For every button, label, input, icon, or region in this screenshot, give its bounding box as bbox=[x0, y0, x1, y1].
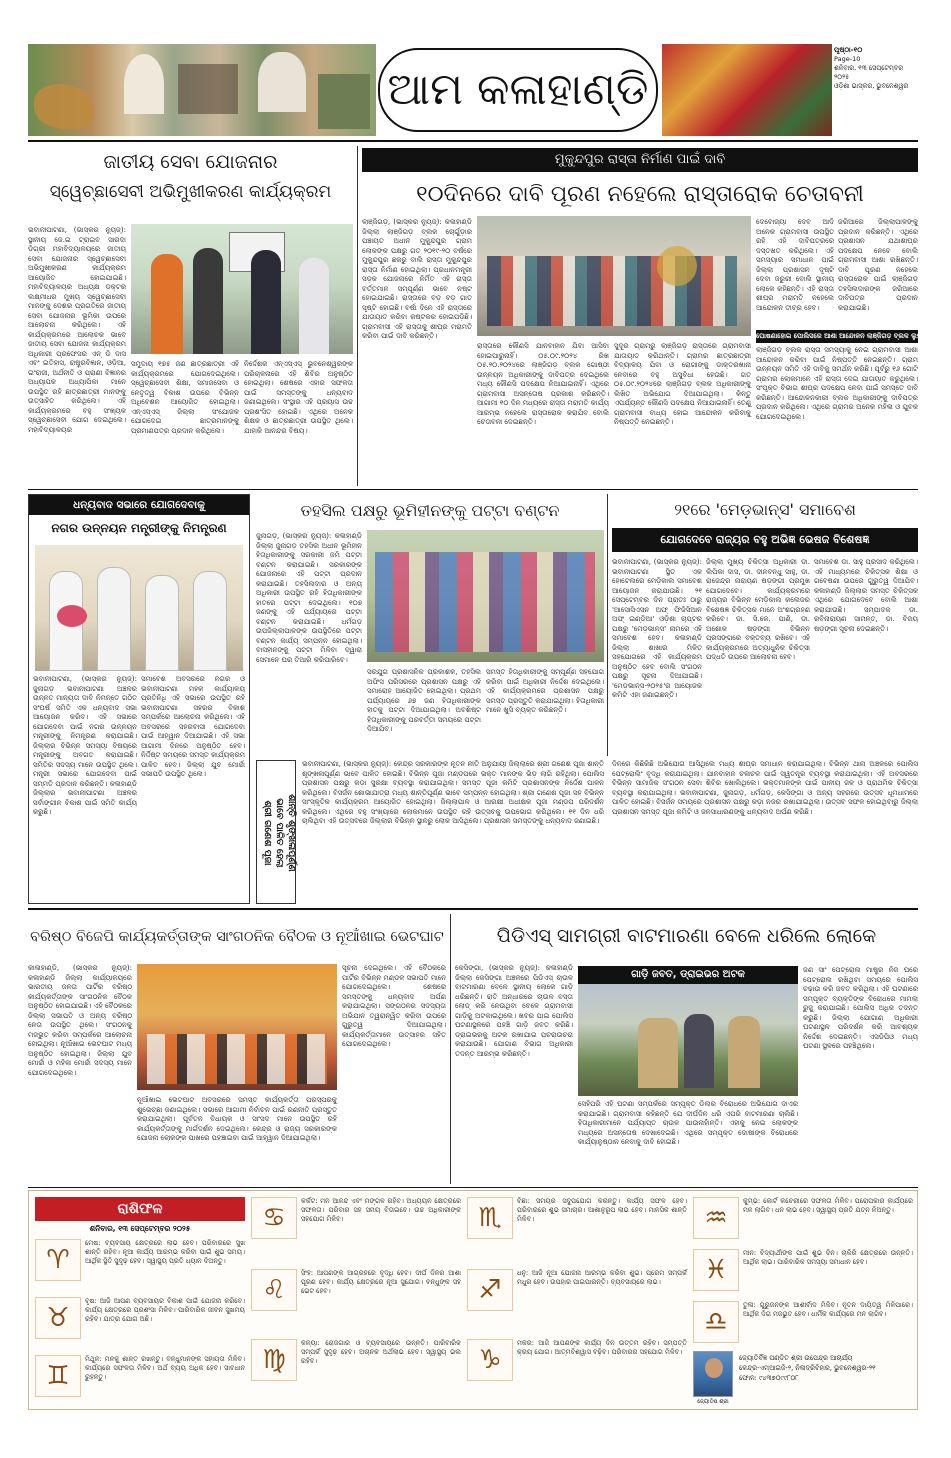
story-road-col5: ଜରିଆରେ ଜିଲ୍ଲାପାଳଙ୍କୁ ପ୍ରଦାନ କରିଛନ୍ତି। ଏଥିରେ ପ୍ରଶାସନ ଯଥାଶୀଘ୍ର ପଦକ୍ଷେପ ନେବେ ବୋଲି ଗ୍ରାମବାସୀ ଆଶା ରଖିଛନ୍ତି। ଦାବି ପୂରଣ ନହେଲେ ରାସ୍ତାରୋକ ପାଇଁ ଲାଞ୍ଜିଗଡ଼ ତହସିଲଦାରଙ୍କ ଜରିଆରେ ଦାବିପତ୍ର ପ୍ରଦାନ କରାଯାଇଛି। bbox=[838, 218, 918, 312]
zodiac-libra-icon: ♎ bbox=[693, 1301, 739, 1343]
ganesh-puja-line2: ଭାବେ ପାଳିତ ହେଲା bbox=[274, 798, 285, 868]
page-number-en: Page-10 bbox=[834, 55, 861, 63]
rashiphala-date: ଶନିବାର, ୧୩ ସେପ୍ଟେମ୍ବର ୨୦୨୫ bbox=[89, 1224, 191, 1233]
story-road bbox=[362, 146, 951, 486]
story-medvance bbox=[612, 494, 918, 756]
story-patta-headline: ତହସିଲ ପକ୍ଷରୁ ଭୂମିହୀନଙ୍କୁ ପଟ୍ଟା ବଣ୍ଟନ bbox=[300, 501, 560, 520]
rashi-aquarius-text: କୁମ୍ଭ: କୋର୍ଟ କଚେରୀରେ ସଫଳତା ମିଳିବ। ପରୋପକାର କାର୍ଯ୍ୟରେ ମନ ଲାଗିବ। ଧନ ଲାଭ ହେବ। ସ୍ୱାସ୍ଥ୍ୟ ପ୍ରତି ଯତ୍ନ ନିଅନ୍ତୁ। bbox=[743, 1197, 913, 1214]
story-ganesh-col1: ଭବାନୀପାଟଣା, (ଭାସ୍କର ନ୍ୟୁଜ୍): କେନ୍ଦ୍ର ସରକାରଙ୍କ ନୂତନ ନୀତି ଅନୁଯାୟୀ ଜିଲ୍ଲାରେ ଶ୍ରୀ ଗଣେଶ ପୂଜା ଶାନ୍ତି ଶୃଙ୍ଖଳାପୂର୍ଣ୍ଣ ଭାବେ ପାଳିତ ହୋଇଛି। ବିଭିନ୍ନ ପୂଜା ମଣ୍ଡପରେ ଭକ୍ତ ମାନଙ୍କ ଭିଡ଼ ଲାଗି ରହିଥିଲା। ପୋଲିସ ପ୍ରଶାସନ ପକ୍ଷରୁ କଡ଼ା ସୁରକ୍ଷା ବ୍ୟବସ୍ଥା କରାଯାଇଥିଲା। ସମସ୍ତ ପୂଜା କମିଟି ପ୍ରଶାସନଙ୍କ ନିର୍ଦ୍ଦେଶ ପାଳନ କରିଥିଲେ। ବିସର୍ଜନ ଶୋଭାଯାତ୍ରା ମଧ୍ୟ ଶାନ୍ତିପୂର୍ଣ୍ଣ ଭାବେ ସମ୍ପନ୍ନ ହୋଇଥିଲା। ଶ୍ରୀ ଗଣେଶ ପୂଜା ସହ ବିଭିନ୍ନ ସାଂସ୍କୃତିକ କାର୍ଯ୍ୟକ୍ରମ ଆୟୋଜିତ ହୋଇଥିଲା। ଜିଲ୍ଲାପାଳ ଓ ଆରକ୍ଷୀ ଅଧୀକ୍ଷକ ପୂଜା ମଣ୍ଡପ ପରିଦର୍ଶନ କରିଥିଲେ। ଏଥିରେ ବହୁ ସଂଖ୍ୟାରେ ଲୋକମାନେ ଉପସ୍ଥିତ ରହି ଉତ୍ସବକୁ ଉପଭୋଗ କରିଥିଲେ। ୧୧ ଦିନ ଧରି ଚାଲିଥିବା ଏହି ଉତ୍ସବରେ ଜିଲ୍ଲାର ବିଭିନ୍ନ ସ୍ଥାନରୁ ଲୋକ ଆସିଥିଲେ। ପ୍ରଶାସନ ସମସ୍ତଙ୍କୁ ଧନ୍ୟବାଦ ଜଣାଇଛି। bbox=[302, 760, 604, 825]
row-rule-2 bbox=[28, 908, 918, 910]
col-divider-2 bbox=[607, 494, 608, 756]
rashi-taurus-text: ବୃଷ: ଆଜି ଆପଣ ବ୍ୟବସାୟର ବିକାଶ ପାଇଁ ଯୋଜନା କରିବେ। କାର୍ଯ୍ୟ କ୍ଷେତ୍ରରେ ପ୍ରଶଂସା ମିଳିବ। ପାରିବାରିକ ଜୀବନ ସୁଖମୟ ରହିବ। ଯାତ୍ରା ଯୋଗ ଅଛି। bbox=[85, 1297, 245, 1323]
masthead-title: ଆମ କଳାହାଣ୍ଡି bbox=[387, 64, 649, 115]
zodiac-capricorn-icon: ♑ bbox=[467, 1339, 513, 1381]
astrologer-block bbox=[693, 1351, 913, 1407]
rashi-capricorn-text: ମକର: ଆଜି ଆପଣଙ୍କ କାର୍ଯ୍ୟ ଦିନ ଉତ୍ତମ ରହିବ। ସମ୍ପତ୍ତି କ୍ରୟ ଯୋଗ। ଆତ୍ମବିଶ୍ୱାସ ବଢ଼ିବ। ପରିବାରର ସହଯୋଗ ମିଳିବ। bbox=[517, 1339, 687, 1356]
page-number: ପୃଷ୍ଠା-୧୦ bbox=[834, 46, 863, 54]
story-pds-kicker: ଗାଡ଼ି ଜବତ, ଡ୍ରାଇଭର ଅଟକ bbox=[578, 966, 798, 984]
story-pds-col1: କେସିଙ୍ଗା, (ଭାସ୍କର ନ୍ୟୁଜ୍): କଳାହାଣ୍ଡି ଜିଲ୍ଲା କେସିଙ୍ଗା ଅଞ୍ଚଳରେ ପିଡିଏସ୍ ଚାଉଳ ବାଟମାରଣା ବେଳେ ସ୍ଥାନୀୟ ଲୋକେ ଗାଡ଼ି ଧରିଛନ୍ତି। ରାତି ଅନ୍ଧାରରେ ଚାଉଳ ବସ୍ତା ଲୋଡ୍ କରି ନେଉଥିବା ବେଳେ ଗ୍ରାମବାସୀ ଗାଡ଼ିକୁ ଅଟକାଇଥିଲେ। ଖବର ପାଇ ପୋଲିସ ଘଟଣାସ୍ଥଳରେ ପହଞ୍ଚି ଗାଡ଼ି ଜବତ କରିଛି। ଡ୍ରାଇଭରକୁ ଅଟକ ରଖାଯାଇ ପଚରାଉଚରା କରାଯାଉଛି। ଯୋଗାଣ ବିଭାଗ ଅଧିକାରୀ ତଦନ୍ତ ଆରମ୍ଭ କରିଛନ୍ତି। bbox=[455, 964, 573, 1058]
story-nss bbox=[28, 146, 353, 486]
story-pds bbox=[455, 914, 918, 1184]
zodiac-pisces-icon: ♓ bbox=[693, 1249, 739, 1291]
rashiphala-section bbox=[28, 1190, 918, 1410]
story-pds-headline: ପିଡିଏସ୍ ସାମଗ୍ରୀ ବାଟମାରଣା ବେଳେ ଧରିଲେ ଲୋକେ bbox=[496, 925, 877, 947]
story-nss-col3: ନିର୍ଦ୍ଦେଶକ ଏନ୍ଏସ୍ଏସ୍ ଭୁବନେଶ୍ୱରଙ୍କ ପରିଚାଳନାରେ ଏହି ଶିବିର ଅନୁଷ୍ଠିତ ହୋଇଥିଲା। ଶେଷରେ ଏହାର ସଫଳତା ପାଇଁ ସମସ୍ତଙ୍କୁ ଧନ୍ୟବାଦ ଜଣାଇଥିଲେ। ସଂସ୍ଥାର ଏହି ପ୍ରୟାସ ଉଚ୍ଚ ପ୍ରଶଂସିତ ହୋଇଛି। ଏଥିରେ ଅନେକ ଶିକ୍ଷକ ଓ ଛାତ୍ରଛାତ୍ରୀ ଉପସ୍ଥିତ ଥିଲେ। ଯାହାକି ଆନନ୍ଦର ବିଷୟ। bbox=[244, 360, 353, 435]
zodiac-scorpio-icon: ♏ bbox=[467, 1197, 513, 1239]
story-patta-photo bbox=[367, 530, 604, 662]
story-bjp-col3: ସୂଚନା ଦେଇଥିଲେ। ଏହି ବୈଠକରେ ପାର୍ଟିର ବିଭିନ୍ନ ମଣ୍ଡଳ ସଭାପତି ମାନେ ଯୋଗଦେଇଥିଲେ। ଶେଷରେ ସମସ୍ତଙ୍କୁ ଧନ୍ୟବାଦ ଅର୍ପଣ କରାଯାଇଥିଲା। ସଙ୍ଗଠନର ସଦସ୍ୟତା ଅଭିଯାନ ତ୍ୱରାନ୍ୱିତ କରିବା ଉପରେ ଗୁରୁତ୍ୱ ଦିଆଯାଇଥିଲା। କାର୍ଯ୍ୟକର୍ତ୍ତାମାନେ ଉତ୍ସାହର ସହିତ ଯୋଗଦେଇଥିଲେ। bbox=[342, 964, 446, 1048]
rashi-pisces-text: ମୀନ: ବିଦ୍ୟାର୍ଥୀଙ୍କ ପାଇଁ ଶୁଭ ଦିନ। ଚାକିରି କ୍ଷେତ୍ରରେ ଉନ୍ନତି। ଆର୍ଥିକ ଲାଭ। ପାରିବାରିକ ସମସ୍ୟା ସମାଧାନ ହେବ। bbox=[743, 1249, 913, 1266]
row-rule-1 bbox=[28, 489, 918, 490]
story-nss-title-line2: ସ୍ୱେଚ୍ଛାସେବୀ ଅଭିମୁଖୀକରଣ କାର୍ଯ୍ୟକ୍ରମ bbox=[49, 182, 332, 202]
story-meeting-title-line1: ଧନ୍ୟବାଦ ସଭାରେ ଯୋଗଦେବାକୁ bbox=[29, 495, 249, 515]
rashiphala-title-box bbox=[35, 1197, 245, 1235]
masthead-title-box bbox=[378, 48, 658, 132]
story-pds-col2: ସେହିପରି ଏହି ଘଟଣା ସମ୍ପର୍କରେ ସମ୍ପୃକ୍ତ ଡିଲର ବିରୋଧରେ ଅଭିଯୋଗ ଦାଏର କରାଯାଇଛି। ଗ୍ରାମବାସୀ କହିଛନ୍ତି ଯେ ଦୀର୍ଘଦିନ ଧରି ଏପରି ବାଟମାରଣା ଚାଲିଛି। ହିତାଧିକାରୀମାନେ ପର୍ଯ୍ୟାପ୍ତ ଚାଉଳ ପାଉନାହାଁନ୍ତି। ଏହାକୁ ନେଇ ଲୋକଙ୍କ ମଧ୍ୟରେ ଅସନ୍ତୋଷ ଦେଖାଦେଇଛି। ଏଥିରେ ସମ୍ପୃକ୍ତ ଦୋଷୀଙ୍କ ବିରୋଧରେ କାର୍ଯ୍ୟାନୁଷ୍ଠାନ ନେବାକୁ ଦାବି ହୋଇଛି। bbox=[578, 1100, 798, 1146]
story-medvance-col1-visible: ଭବାନୀପାଟଣା, (ଭାସ୍କର ନ୍ୟୁଜ୍): ଭବାନୀପାଟଣା ସ୍ଥିତ ଏକ ହୋଟେଲରେ ମେଡ଼ିକାଲ ସମାବେଶ ଆୟୋଜନ କରାଯାଉଛି। ୨୧ ସେପ୍ଟେମ୍ବର ଦିନ ପ୍ରାତଃ ଠାରୁ 'ଆସୋସିଏସନ ଅଫ୍ ଫିଜିସିଆନ ଅଫ୍ ଇଣ୍ଡିଆ' ଓଡ଼ିଶା ଚାପ୍ଟର ପକ୍ଷରୁ 'ମେଡ଼ଭାନ୍ସ' ନାମରେ ଏହି ସମାବେଶ ହେବ। କଳାହାଣ୍ଡି ଜିଲ୍ଲା ଶାଖାର ମିଳିତ ସହଯୋଗରେ ଏହି କାର୍ଯ୍ୟକ୍ରମ ଅନୁଷ୍ଠିତ ହେବ ବୋଲି ସଂଗଠନ ପକ୍ଷରୁ ସୂଚନା ଦିଆଯାଇଛି। 'ମେଡ଼ଭାନ୍ସ-୨୦୨୫'ର ଆୟୋଜକ କମିଟି ଏହା ଜଣାଇଛନ୍ତି। bbox=[612, 558, 702, 699]
zodiac-aries-icon: ♈ bbox=[35, 1239, 81, 1281]
story-bjp bbox=[28, 914, 446, 1184]
rashi-sagittarius-text: ଧନୁ: ଆଜି ନୂଆ ଯୋଜନା ଆରମ୍ଭ କରିବା ଶୁଭ। ପ୍ରେମ ସମ୍ପର୍କ ମଧୁର ହେବ। ଉପହାର ପାଇପାରନ୍ତି। ବ୍ୟବସାୟରେ ଲାଭ। bbox=[517, 1269, 687, 1286]
story-bjp-col1: କାଳାହାଣ୍ଡି, (ଭାସ୍କର ନ୍ୟୁଜ୍): କଳାହାଣ୍ଡି ଜିଲ୍ଲା କାର୍ଯ୍ୟାଳୟରେ ଭାରତୀୟ ଜନତା ପାର୍ଟିର ବରିଷ୍ଠ କାର୍ଯ୍ୟକର୍ତ୍ତାଙ୍କ ସାଂଗଠନିକ ବୈଠକ ଅନୁଷ୍ଠିତ ହୋଇଯାଇଛି। ଏହି ବୈଠକରେ ଜିଲ୍ଲା ସଭାପତି ଓ ଅନ୍ୟ ବରିଷ୍ଠ ନେତା ଉପସ୍ଥିତ ଥିଲେ। ସଂଗଠନକୁ ମଜଭୁତ କରିବା ସମ୍ପର୍କରେ ଆଲୋଚନା ହୋଇଥିଲା। ନୂଆଁଖାଇ ଭେଟଘାଟ ମଧ୍ୟ ଅନୁଷ୍ଠିତ ହୋଇଥିଲା। ଜିଲ୍ଲା ଯୁବ ମୋର୍ଚ୍ଚା ଓ ମହିଳା ମୋର୍ଚ୍ଚା ସଦସ୍ୟ ମାନେ ଯୋଗଦେଇଥିଲେ। bbox=[28, 964, 132, 1077]
masthead-photo-collage-left bbox=[28, 44, 376, 136]
zodiac-aquarius-icon: ♒ bbox=[693, 1197, 739, 1239]
edition-city: ଓଡ଼ିଶା ଭାସ୍କର, ଭୁବନେଶ୍ୱର bbox=[834, 82, 909, 90]
zodiac-leo-icon: ♌ bbox=[251, 1269, 297, 1311]
rashi-cancer-text: କର୍କଟ: ମନ ଆନନ୍ଦ ଏବଂ ମଙ୍ଗଳ ରହିବ। ଅଧ୍ୟୟନ କ୍ଷେତ୍ରରେ ସଫଳତା। ପରିବାର ସହ ସମୟ ବିତାଇବେ। ଉଚ୍ଚ ଅଧିକାରୀଙ୍କ ସହଯୋଗ ମିଳିବ। bbox=[301, 1197, 461, 1223]
astrologer-photo bbox=[693, 1351, 733, 1397]
zodiac-virgo-icon: ♍ bbox=[251, 1339, 297, 1381]
zodiac-gemini-icon: ♊ bbox=[35, 1355, 81, 1397]
story-medvance-headline: ୨୧ରେ 'ମେଡ଼ଭାନ୍ସ' ସମାବେଶ bbox=[674, 500, 856, 519]
story-medvance-col3: ସମାବେଶ ଡା. ସାହୁ ପ୍ରସାଦ କରିଥିଲେ। ଏହି ମାଧ୍ୟମରେ ଚିକିତ୍ସକ ଶିକ୍ଷା ଓ ଗବେଷଣା ଉପରେ ଗୁରୁତ୍ୱ ଦିଆଯିବ। କଳାହାଣ୍ଡି ଜିଲ୍ଲାର ସମସ୍ତ ଚିକିତ୍ସକ ଏଥିରେ ଯୋଗଦେବେ ବୋଲି ଆଶା କରାଯାଉଛି। ସମ୍ପାଦକ ଡା. ରବିନାରାୟଣ ସାମନ୍ତ, ଡା. ବିଜୟ ଷଡ଼ଙ୍ଗୀ ସୂଚନା ଦେଇଛନ୍ତି। bbox=[814, 558, 918, 633]
story-road-col1: ଲାଞ୍ଜିଗଡ଼, (ଭାସ୍କର ନ୍ୟୁଜ୍): କଳାହାଣ୍ଡି ଜିଲ୍ଲା ଲାଞ୍ଜିଗଡ଼ ବ୍ଲକ ଚୋର୍ଗୁଡ଼ାର ପଞ୍ଚାୟତ ଅଧୀନ ମୁକୁନ୍ଦପୁର ଗ୍ରାମ ଲୋକଙ୍କ ପକ୍ଷରୁ ଗତ ୨୦୧୯-୨୦ ବର୍ଷରେ ମୁକୁନ୍ଦପୁର ଛକରୁ ବାଲି ରାସ୍ତା ମୁକୁନ୍ଦପୁର ରାସ୍ତା ନିର୍ମାଣ ହୋଇଥିଲା। ପ୍ରଧାନମନ୍ତ୍ରୀ ସଡ଼କ ଯୋଜନାରେ ନିର୍ମିତ ଏହି ରାସ୍ତା ବର୍ତ୍ତମାନ ସମ୍ପୂର୍ଣ୍ଣ ଭାବେ ନଷ୍ଟ ହୋଇଯାଇଛି। ରାସ୍ତାରେ ବଡ଼ ବଡ଼ ଗାତ ସୃଷ୍ଟି ହୋଇଛି। ବର୍ଷା ଦିନେ ଏହି ରାସ୍ତାରେ ଯାତାୟାତ କରିବା କଷ୍ଟକର ହୋଇପଡ଼ିଛି। ଗ୍ରାମବାସୀ ଏହି ରାସ୍ତାକୁ ଶୀଘ୍ର ମରାମତି କରିବା ପାଇଁ ଦାବି କରିଛନ୍ତି। bbox=[362, 218, 472, 340]
story-meeting-photo bbox=[35, 545, 243, 671]
rashi-scorpio-text: ବିଛା: ସମୟର ସଦୁପଯୋଗ କରନ୍ତୁ। କାର୍ଯ୍ୟ ସଫଳ ହେବ। ପରିବାରରେ ଶୁଭ ସମାଚାର। ଆଶାନୁରୂପ ଲାଭ ହେବ। ମାନସିକ ଶାନ୍ତି ମିଳିବ। bbox=[517, 1197, 687, 1223]
zodiac-taurus-icon: ♉ bbox=[35, 1297, 81, 1339]
rashi-aries-text: ମେଷ: ବ୍ୟବସାୟ କ୍ଷେତ୍ରରେ ଲାଭ ହେବ। ପରିବାରରେ ସୁଖ ଶାନ୍ତି ରହିବ। ନୂଆ କାର୍ଯ୍ୟ ଆରମ୍ଭ କରିବା ପାଇଁ ଶୁଭ ସମୟ। ଆର୍ଥିକ ସ୍ଥିତି ସୁଦୃଢ଼ ହେବ। ସ୍ୱାସ୍ଥ୍ୟ ପ୍ରତି ଧ୍ୟାନ ଦିଅନ୍ତୁ। bbox=[85, 1239, 245, 1265]
page-info bbox=[834, 46, 918, 134]
issue-date: ଶନିବାର, ୧୩ ସେପ୍ଟେମ୍ବର ୨୦୨୫ bbox=[834, 64, 904, 81]
story-road-subkicker: ଘୋଷଣାହୋଇ ପୋଲିସରେ ଆଶା ଆନ୍ଦୋଳନ ଲାଞ୍ଜିଗଡ଼ ବ୍ଲକ ଲୁହାର ସମାଧାନ bbox=[756, 330, 918, 343]
story-road-col2: ରାସ୍ତାରେ କୌଣସି ଯାନବାହାନ ଯିବା ଆସିବା ହୋଇପାରୁନାହିଁ। ୦୫.୦୯.୨୦୨୪ ରିଖ ୦୫.୨୦.୨୦୨୪ରେ ଲାଞ୍ଜିଗଡ଼ ବ୍ଲକ ଗୋଷ୍ଠୀ ଉନ୍ନୟନ ଅଧିକାରୀଙ୍କୁ ଦାବିପତ୍ର ଦେଇଥିଲେ ମଧ୍ୟ କୌଣସି ପଦକ୍ଷେପ ନିଆଯାଇନାହିଁ। ଏଥିରେ ଗ୍ରାମବାସୀ ଅସନ୍ତୋଷ ପ୍ରକାଶ କରିଛନ୍ତି। ଆଗାମୀ ୧୦ ଦିନ ମଧ୍ୟରେ ରାସ୍ତା ମରାମତି କାର୍ଯ୍ୟ ଆରମ୍ଭ ନହେଲେ ରାସ୍ତାରୋକ କରାଯିବ ବୋଲି ଚେତାବନୀ ଦେଇଛନ୍ତି। bbox=[477, 342, 609, 426]
story-nss-col2: ସମୁଦାୟ ୧୭୫ ଜଣ ଛାତ୍ରଛାତ୍ରୀ ଏହି କାର୍ଯ୍ୟକ୍ରମରେ ଯୋଗଦେଇଥିଲେ। ସ୍ୱେଚ୍ଛାସେବୀ ଶିକ୍ଷା, ସମାଜସେବା ଓ ନେତୃତ୍ୱ ବିକାଶ ଉପରେ ବିଭିନ୍ନ ଅଧିବେଶନ ଆୟୋଜିତ ହୋଇଥିଲା। ଏନ୍ଏସ୍ଏସ୍ ଜିଲ୍ଲା ସଂଯୋଜକ ଯୋଗଦେଇ ଛାତ୍ରମାନଙ୍କୁ ପ୍ରମାଣପତ୍ର ପ୍ରଦାନ କରିଥିଲେ। bbox=[131, 360, 239, 435]
story-bjp-col2: ନୂଆଁଖାଇ ଭେଟଘାଟ ଅବସରରେ ସମସ୍ତ କାର୍ଯ୍ୟକର୍ତ୍ତା ପରସ୍ପରକୁ ଶୁଭେଚ୍ଛା ଜଣାଇଥିଲେ। ସଭାରେ ଆଗାମୀ ନିର୍ବାଚନ ପାଇଁ ରଣନୀତି ପ୍ରସ୍ତୁତ କରାଯାଇଥିଲା। ପୂର୍ବତନ ବିଧାୟକ ଓ ସାଂସଦ ମାନେ ଉପସ୍ଥିତ ରହି କାର୍ଯ୍ୟକର୍ତ୍ତାଙ୍କୁ ମାର୍ଗଦର୍ଶନ ଦେଇଥିଲେ। କେନ୍ଦ୍ର ଓ ରାଜ୍ୟ ସରକାରଙ୍କ ଯୋଜନା ଲୋକଙ୍କ ପାଖରେ ପହଞ୍ଚାଇବା ପାଇଁ ଆହ୍ୱାନ ଦିଆଯାଇଥିଲା। bbox=[137, 1096, 337, 1142]
zodiac-sagittarius-icon: ♐ bbox=[467, 1269, 513, 1311]
story-meeting bbox=[28, 494, 250, 904]
story-nss-col1: ଭବାନୀପାଟଣା, (ଭାସ୍କର ନ୍ୟୁଜ୍): ସ୍ଥାନୀୟ ଜେ.ଇ ଟ୍ରାଇବ ସାରଦା ଡିଗ୍ରୀ ମହାବିଦ୍ୟାଳୟରେ ଜାତୀୟ ସେବା ଯୋଜନାର ସ୍ୱେଚ୍ଛାସେବୀ ଅଭିମୁଖୀକରଣ କାର୍ଯ୍ୟକ୍ରମ ଆୟୋଜିତ ହୋଇଯାଇଛି। ମହାବିଦ୍ୟାଳୟର ଅଧ୍ୟକ୍ଷ ଡକ୍ଟର ଲକ୍ଷ୍ମୀଧର ମୁଖ୍ୟ ସ୍ୱେଚ୍ଛାସେବୀ ମାନଙ୍କୁ ଦେଶର ପ୍ରଗତିରେ ଜାତୀୟ ସେବା ଯୋଜନାର ଭୂମିକା ଉପରେ ଆଲୋଚନା କରିଥିଲେ। ଏହି କାର୍ଯ୍ୟକ୍ରମରେ ଆଲୋଚକ ଭାବେ ଜାତୀୟ ସେବା ଯୋଜନା କାର୍ଯ୍ୟକ୍ରମ ଅଧିକାରୀ ପ୍ରଫେସର ଏନ୍ ଡି ଦାସ ଏବଂ ଇତିହାସ, ରାଷ୍ଟ୍ରବିଜ୍ଞାନ, ଓଡ଼ିଆ, ଇଂରାଜୀ, ଅର୍ଥନୀତି ଓ ପ୍ରାଣୀ ବିଜ୍ଞାନର ଅଧ୍ୟାପକ ଅଧ୍ୟାପିକା ମାନେ ଉପସ୍ଥିତ ରହି ଛାତ୍ରଛାତ୍ରୀ ମାନଙ୍କୁ ଉତ୍ସାହିତ କରିଥିଲେ। ଏହି କାର୍ଯ୍ୟକ୍ରମରେ ବହୁ ସଂଖ୍ୟକ ସ୍ୱେଚ୍ଛାସେବୀ ଯୋଗ ଦେଇଥିଲେ। ମହାବିଦ୍ୟାଳୟର bbox=[28, 226, 126, 434]
story-nss-photo bbox=[131, 224, 353, 354]
story-ganesh-col2: ଦିନରେ କିଛିକିଛି ଅଭିଯୋଗ ଆସିଥିଲେ ମଧ୍ୟ ଶୀଘ୍ର ସମାଧାନ କରାଯାଇଥିଲା। ବିଭିନ୍ନ ଥାନା ଅଞ୍ଚଳରେ ପୋଲିସ ପେଟ୍ରୋଲିଂ ବୃଦ୍ଧି କରାଯାଇଥିଲା। ଯାନବାହାନ ଚଳାଚଳ ପାଇଁ ସ୍ୱତନ୍ତ୍ର ବ୍ୟବସ୍ଥା କରାଯାଇଥିଲା। ଏହି ଅବସରରେ ବିଭିନ୍ନ ସାମାଜିକ ସଂଗଠନ ସେବା ଶିବିର ଖୋଲିଥିଲେ। ଭକ୍ତମାନଙ୍କ ପାଇଁ ପାନୀୟ ଜଳ ଓ ପ୍ରାଥମିକ ଚିକିତ୍ସା ବ୍ୟବସ୍ଥା କରାଯାଇଥିଲା। ଭବାନୀପାଟଣା, ଜୁନାଗଡ଼, ଧର୍ମଗଡ଼, କେସିଙ୍ଗା ଓ ଅନ୍ୟ ସହରରେ ଉତ୍ସବ ଧୂମଧାମରେ ପାଳିତ ହୋଇଛି। ବିସର୍ଜନ ସମୟରେ ପ୍ରଶାସନ ପକ୍ଷରୁ କଡ଼ା ନଜର ରଖାଯାଇଥିଲା। ଉତ୍ସବ ସଫଳ ହୋଇଥିବାରୁ ଜିଲ୍ଲା ପ୍ରଶାସନ ସମସ୍ତ ପୂଜା କମିଟି ଓ ଜନସାଧାରଣଙ୍କୁ ଧନ୍ୟବାଦ ଅର୍ପଣ କରିଛି। bbox=[612, 760, 918, 816]
story-road-kicker: ମୁକୁନ୍ଦପୁର ରାସ୍ତା ନିର୍ମାଣ ପାଇଁ ଦାବି bbox=[362, 148, 918, 172]
astrologer-caption: ଜ୍ୟୋତିର୍ବିଜ୍ଞ ପଣ୍ଡିତ ଶ୍ରୀ ଉପେନ୍ଦ୍ର ଆଚାର୍ଯ୍ୟ କେନ୍ଦ୍ର-ଏମ୍ଆଇଜି-୨, ନିଳାଦ୍ରିବିହାର, ଭୁବନେଶ୍ୱର-୨୧ ଫୋନ: ୯୪୩୭୦୯୯୮୦୮ bbox=[739, 1354, 876, 1382]
masthead-photo-collage-right bbox=[662, 44, 832, 136]
story-patta bbox=[256, 494, 604, 756]
ganesh-puja-box bbox=[256, 760, 296, 904]
rashi-libra-text: ତୁଳା: ଗୁରୁଜନଙ୍କ ଆଶୀର୍ବାଦ ମିଳିବ। ନୂତନ ଦାୟିତ୍ୱ ମିଳିପାରେ। ଆର୍ଥିକ ଦିଗ ମଜଭୁତ ହେବ। ଧାର୍ମିକ କାର୍ଯ୍ୟରେ ମନ ଲାଗିବ। bbox=[743, 1301, 913, 1318]
rashi-gemini-text: ମିଥୁନ: ମନକୁ ଶାନ୍ତ ରଖନ୍ତୁ। ବନ୍ଧୁମାନଙ୍କ ସହାୟତା ମିଳିବ। କାର୍ଯ୍ୟରେ ସଫଳତା ମିଳିବ। ଅର୍ଥ ବ୍ୟୟ ଅଧିକ ହେବ। ସାବଧାନ ରୁହନ୍ତୁ। bbox=[85, 1355, 245, 1381]
masthead bbox=[28, 44, 918, 136]
rashiphala-title: ରାଶିଫଳ bbox=[35, 1197, 245, 1221]
story-road-photo bbox=[477, 216, 751, 336]
ganesh-puja-line1: ଶାନ୍ତି ଶୃଙ୍ଖଳାପୂର୍ଣ୍ଣ bbox=[286, 794, 297, 872]
story-patta-col1: ଜୁନାଗଡ଼, (ଭାସ୍କର ନ୍ୟୁଜ୍): କଳାହାଣ୍ଡି ଜିଲ୍ଲା ଜୁନାଗଡ଼ ତହସିଲ ଅଧୀନ ଭୂମିହୀନ ହିତାଧିକାରୀଙ୍କୁ ସରକାରୀ ଜମି ପଟ୍ଟା ବଣ୍ଟନ କରାଯାଇଛି। ସରକାରଙ୍କ ଯୋଜନାରେ ଏହି ପଟ୍ଟା ପ୍ରଦାନ କରାଯାଇଛି। ତହସିଲଦାର ଓ ଅନ୍ୟ ଅଧିକାରୀ ଉପସ୍ଥିତ ରହି ହିତାଧିକାରୀଙ୍କ ହାତରେ ପଟ୍ଟା ଦେଇଥିଲେ। ୧୦୭ ଜଣଙ୍କୁ ଏହି ପର୍ଯ୍ୟାୟରେ ପଟ୍ଟା ବଣ୍ଟନ କରାଯାଇଛି। ଧର୍ମଗଡ଼ ଉପଜିଲ୍ଲାପାଳଙ୍କ ଉପସ୍ଥିତିରେ ପଟ୍ଟା ବଣ୍ଟନ କାର୍ଯ୍ୟ ସମ୍ପନ୍ନ ହୋଇଥିଲା। ବାସହୀନଙ୍କୁ ପଟ୍ଟା ମିଳିବା ଦ୍ୱାରା ସେମାନେ ଘର ତିଆରି କରିପାରିବେ। bbox=[256, 532, 362, 664]
story-pds-photo bbox=[578, 984, 798, 1096]
story-medvance-col2: ଜିଲ୍ଲା ମୁଖ୍ୟ ଚିକିତ୍ସା ଅଧିକାରୀ ଡା. ଲିପିକା ଦାସ, ଡା. ଦୀନବନ୍ଧୁ ସାହୁ, ଡା. ରାଜେନ୍ଦ୍ର ନାରାୟଣ ଷଡ଼ଙ୍ଗୀ ପ୍ରମୁଖ ଯୋଗଦେବେ। କାର୍ଯ୍ୟକ୍ରମରେ ରାଜ୍ୟର ବିଭିନ୍ନ ମେଡ଼ିକାଲ କଲେଜର ବିଶେଷଜ୍ଞ ଚିକିତ୍ସକ ମାନେ ଅଂଶଗ୍ରହଣ କରିବେ। ଡା. ସି.କେ. ପାଣି, ଡା. ଅଶୋକ ଷଡ଼ଙ୍ଗୀ ବିଭିନ୍ନ ପ୍ରସଙ୍ଗରେ ବକ୍ତବ୍ୟ ରଖିବେ। ଏହି କାର୍ଯ୍ୟକ୍ରମରେ ଅତ୍ୟାଧୁନିକ ଚିକିତ୍ସା ପଦ୍ଧତି ଉପରେ ଆଲୋଚନା ହେବ। bbox=[706, 558, 810, 661]
masthead-rule bbox=[28, 140, 918, 142]
col-divider-3 bbox=[450, 914, 451, 1184]
rashi-virgo-text: କନ୍ୟା: ରୋଜଗାର ଓ ବ୍ୟବସାୟରେ ଉନ୍ନତି। ପାରିବାରିକ ସମ୍ପର୍କ ସୁଦୃଢ଼ ହେବ। ଅଚାନକ ଅର୍ଥଲାଭ ହେବ। ସ୍ୱାସ୍ଥ୍ୟ ଭଲ ରହିବ। bbox=[301, 1339, 461, 1365]
story-road-col3: ସୁଦୂର ଗ୍ରାମରୁ ଲାଞ୍ଜିଗଡ଼ ରାସ୍ତାରେ ଗ୍ରାମବାସୀ ଯାତାୟାତ କରିଥାନ୍ତି। ଗ୍ରାମର ଛାତ୍ରଛାତ୍ରୀ ବିଦ୍ୟାଳୟ ଯିବା ଓ ରୋଗୀଙ୍କୁ ଡାକ୍ତରଖାନା ନେବାରେ ବହୁ ଅସୁବିଧା ହେଉଛି। ଗତ ୦୫.୦୯.୨୦୨୪ରେ ଲାଞ୍ଜିଗଡ଼ ବ୍ଲକ ଅଧିକାରୀଙ୍କୁ ଲିଖିତ ଅଭିଯୋଗ ଦିଆଯାଇଥିଲା। କିନ୍ତୁ ଏପର୍ଯ୍ୟନ୍ତ କୌଣସି ପଦକ୍ଷେପ ନିଆଯାଇନାହିଁ। ତେଣୁ ଗ୍ରାମବାସୀ ବାଧ୍ୟ ହୋଇ ଆନ୍ଦୋଳନ କରିବାକୁ ନିଷ୍ପତ୍ତି ନେଇଛନ୍ତି। bbox=[614, 342, 751, 426]
ganesh-puja-vertical-text bbox=[259, 763, 297, 903]
story-meeting-col1: ଭବାନୀପାଟଣା, (ଭାସ୍କର ନ୍ୟୁଜ୍): ଜୁନାଗଡ଼ ଭବାନୀପାଟଣା ଅଞ୍ଚଳର ଉନ୍ନତ ମାନ୍ୟତା ଦାବି ନିମନ୍ତେ ଗଠିତ ସଂଘର୍ଷ ସମିତି ଏକ ଧନ୍ୟବାଦ ସଭା ଆୟୋଜନ କରିବ। ଏହି ସଭାରେ ଯୋଗଦେବା ପାଇଁ ନଗର ଉନ୍ନୟନ ମନ୍ତ୍ରୀଙ୍କୁ ନିମନ୍ତ୍ରଣ କରାଯାଇଛି। ଜିଲ୍ଲାର ବିଭିନ୍ନ ସମସ୍ୟା ବିଷୟରେ ମନ୍ତ୍ରୀଙ୍କୁ ଅବଗତ କରାଯାଇଛି। ସମିତିର ସଦସ୍ୟ ମାନେ ଉପସ୍ଥିତ ଥିଲେ। ମନ୍ତ୍ରୀ ସଭାରେ ଯୋଗଦେବା ପାଇଁ ସମ୍ମତି ପ୍ରଦାନ କରିଛନ୍ତି। କଳାହାଣ୍ଡି ଜିଲ୍ଲାର ଭବାନୀପାଟଣା ଅଞ୍ଚଳର ସର୍ବାଙ୍ଗୀନ ବିକାଶ ପାଇଁ ସମିତି କାର୍ଯ୍ୟ କରୁଛି। bbox=[33, 675, 137, 816]
story-road-headline: ୧୦ଦିନରେ ଦାବି ପୂରଣ ନହେଲେ ରାସ୍ତାରୋକ ଚେତାବନୀ bbox=[416, 182, 864, 207]
story-patta-col3: ସମସ୍ତ ହିତାଧିକାରୀଙ୍କୁ ସମ୍ପୂର୍ଣ୍ଣ ସହଯୋଗ କରିବା ପାଇଁ ଅଧିକାରୀ ନିର୍ଦ୍ଦେଶ ଦେଇଥିଲେ। ଏହି କାର୍ଯ୍ୟକ୍ରମରେ ପ୍ରଶାସନ ପକ୍ଷରୁ ସମସ୍ତ ପ୍ରସ୍ତୁତି କରାଯାଇଥିଲା। ହିତାଧିକାରୀ ମାନେ ଖୁସି ବ୍ୟକ୍ତ କରିଛନ୍ତି। bbox=[486, 668, 604, 714]
astrologer-label: ଜ୍ୟୋତିଷ ଶ୍ରୀ bbox=[697, 1399, 729, 1405]
ganesh-puja-line3: ଶ୍ରୀ ଗଣେଶ ପୂଜା bbox=[262, 800, 273, 866]
story-pds-col3: ଜଣ ସାଂ ପେଟ୍ରୋଲ ମାଷ୍ଟ୍ର ନିଜ ଘରେ ପେଟ୍ରୋଲ ରଖିଥିବା ସମୟରେ ପୋଲିସ ଚଢ଼ାଉ କରି ଜବତ କରିଥିଲା। ଏହି ଘଟଣାରେ ସମ୍ପୃକ୍ତ ବ୍ୟକ୍ତିଙ୍କ ବିରୋଧରେ ମାମଲା ରୁଜୁ କରାଯାଇଛି। ପୋଲିସ ଅଧିକ ତଦନ୍ତ କରୁଛି। ଜିଲ୍ଲା ଯୋଗାଣ ଅଧିକାରୀ ଘଟଣାସ୍ଥଳ ପରିଦର୍ଶନ କରି ଆବଶ୍ୟକ ନିର୍ଦ୍ଦେଶ ଦେଇଛନ୍ତି। ଏସଡିପିଓ ମଧ୍ୟ ଘଟଣା ସ୍ଥଳରେ ପହଞ୍ଚିଥିଲେ। bbox=[803, 966, 918, 1050]
story-meeting-title-line2: ନଗର ଉନ୍ନୟନ ମନ୍ତ୍ରୀଙ୍କୁ ନିମନ୍ତ୍ରଣ bbox=[51, 521, 227, 535]
story-nss-title-line1: ଜାତୀୟ ସେବା ଯୋଜନାର bbox=[103, 151, 278, 173]
story-patta-col2: ସରଯୁଗ ପ୍ରଶାସନିକ ପ୍ରକାଶକ, ତହସିଲ ଅଫିସ ପରିସରରେ ପ୍ରଶାସନ ପକ୍ଷରୁ ଏହି ସମାରୋହ ଆୟୋଜିତ ହୋଇଥିଲା। ପ୍ରଥମ ପର୍ଯ୍ୟାୟରେ ୬୭ ଜଣ ହିତାଧିକାରୀଙ୍କ ହାତକୁ ପଟ୍ଟା ଦିଆଯାଇଥିଲା। ଅବଶିଷ୍ଟ ହିତାଧିକାରୀଙ୍କୁ ପରବର୍ତ୍ତୀ ସମୟରେ ପଟ୍ଟା ଦିଆଯିବ। bbox=[367, 668, 481, 733]
story-meeting-col2: ସମାବେଶ ଅବସରରେ ନଗର ଓ ଭବାନୀପାଟଣା ମହକ କାର୍ଯ୍ୟାଳୟ ପ୍ରତିନିଧି ଏହି ସଭାରେ ଉପସ୍ଥିତ ରହି ଭବାନୀପାଟଣା ସହରର ବିକାଶ ସମ୍ପର୍କରେ ଆଲୋଚନା କରିଥିଲେ। ଏହି ଅବସରରେ ସହରବାସୀ ଯୋଗଦେବା ପାଇଁ ଆହ୍ୱାନ ଦିଆଯାଇଛି। ଏହି ସଭା ଆଗାମୀ ଦିନରେ ଅନୁଷ୍ଠିତ ହେବ। ନିର୍ଦ୍ଦିଷ୍ଟ ସମୟରେ ସମସ୍ତ କାର୍ଯ୍ୟକ୍ରମ ପାଳିତ ହେବ। ଜିଲ୍ଲା ଯୁବ ମୋର୍ଚ୍ଚା ସଭାପତି ଉପସ୍ଥିତ ଥିଲେ। bbox=[141, 675, 245, 778]
story-ganesh bbox=[302, 760, 918, 904]
story-road-subbody: ଲାଞ୍ଜିଗଡ଼ ବ୍ଲକ ରାସ୍ତା ସମସ୍ୟାକୁ ନେଇ ଗ୍ରାମବାସୀ ଆଶା ଆନ୍ଦୋଳନ କରିବା ପାଇଁ ନିଷ୍ପତ୍ତି ନେଇଛନ୍ତି। ଗ୍ରାମ ଉନ୍ନୟନ ସମିତି ଏହି ଦାବିକୁ ସମର୍ଥନ କରିଛି। ପୂର୍ବରୁ ୧୬ ଗୋଟି ଗ୍ରାମର ଲୋକମାନେ ଏହି ରାସ୍ତା ଦେଇ ଯାତାୟାତ କରୁଥିଲେ। ସଂପୃକ୍ତ ବିଭାଗ ଶୀଘ୍ର ପଦକ୍ଷେପ ନେବା ପାଇଁ ସମସ୍ତେ ଦାବି କରିଛନ୍ତି। ଆନ୍ଦୋଳନକାରୀ ବ୍ଲକ ଅଧିକାରୀଙ୍କୁ ଦାବିପତ୍ର ପ୍ରଦାନ କରିଥିଲେ। ଏଥିରେ ଗ୍ରାମର ଅନେକ ମହିଳା ଓ ଯୁବକ ଯୋଗଦେଇଥିଲେ। bbox=[756, 346, 918, 421]
story-bjp-headline: ବରିଷ୍ଠ ବିଜେପି କାର୍ଯ୍ୟକର୍ତ୍ତାଙ୍କ ସାଂଗଠନିକ ବୈଠକ ଓ ନୂଆଁଖାଇ ଭେଟଘାଟ bbox=[30, 929, 444, 945]
story-bjp-photo bbox=[137, 964, 337, 1090]
rashi-leo-text: ସିଂହ: ଆପଣଙ୍କ ଆଗ୍ରହରେ ବୃଦ୍ଧି ହେବ। ଦୀର୍ଘ ଦିନର ଆଶା ପୂରଣ ହେବ। କାର୍ଯ୍ୟ କ୍ଷେତ୍ରରେ ନୂଆ ସୁଯୋଗ। ବନ୍ଧୁଙ୍କ ସହ ଭେଟ ହେବ। bbox=[301, 1269, 461, 1295]
zodiac-cancer-icon: ♋ bbox=[251, 1197, 297, 1239]
story-road-col4: ଦେବୋଜ୍ୟା ଦେବ ଆଦି ଅନେକ ଗ୍ରାମବାସୀ ଉପସ୍ଥିତ ରହି ଏହି ଦାବିପତ୍ରରେ ଦସ୍ତଖତ କରିଥିଲେ। ଏହି ସମସ୍ୟାର ସମାଧାନ ପାଇଁ ଜିଲ୍ଲା ପ୍ରଶାସନ ଦୃଷ୍ଟି ଦେବା ଜରୁରୀ ବୋଲି ସ୍ଥାନୀୟ ଲୋକେ କହିଛନ୍ତି। ଏହି ରାସ୍ତା ଶୀଘ୍ର ମରାମତି ନହେଲେ ଆନ୍ଦୋଳନ ତୀବ୍ର ହେବ। bbox=[756, 218, 834, 312]
row-rule-3 bbox=[28, 1187, 918, 1188]
col-divider-1 bbox=[357, 146, 358, 486]
story-medvance-subhead: ଯୋଗଦେବେ ରାଜ୍ୟର ବହୁ ଅଭିଜ୍ଞ ଭେଷଜ ବିଶେଷଜ୍ଞ bbox=[612, 528, 918, 552]
